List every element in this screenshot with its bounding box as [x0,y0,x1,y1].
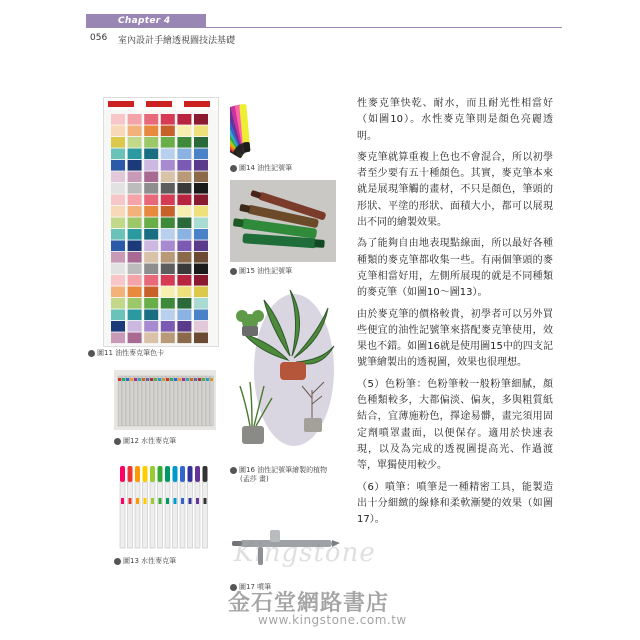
figure-14-marker-fan [230,98,336,160]
figure-15-four-markers [230,180,336,262]
figure-16-caption-text: 圖16 油性記號筆繪製的植物 [239,466,328,474]
figure-11-caption-text: 圖11 油性麥克筆色卡 [97,349,165,357]
figure-12-marker-box [114,370,216,430]
figure-17-caption-text: 圖17 噴筆 [239,583,272,591]
paragraph-1: 性麥克筆快乾、耐水，而且耐光性相當好（如圖10）。水性麥克筆則是顏色亮麗透明。 [357,98,553,142]
caption-bullet-icon [230,268,237,275]
paragraph-2: 麥克筆就算重複上色也不會混合，所以初學者至少要有五十種顏色。其實，麥克筆本來就是展現筆觸的畫材，不只是顏色，筆頭的形狀、平塗的形狀、面積大小，都可以展現出不同的繪製效果。 [357,151,553,229]
body-text [357,96,553,533]
marker-fan-image [230,98,336,160]
figure-12-caption [114,436,176,446]
figure-16-artist-text: (孟莎 畫) [240,475,269,483]
caption-bullet-icon [230,467,237,474]
four-markers-image [230,180,336,262]
paragraph-5: （5）色粉筆：色粉筆較一般粉筆細膩，顏色種類較多，大都偏淡、偏灰，多與粗質紙結合，宜薄施粉色，擇途易髒，畫完須用固定劑噴罩畫面，以便保存。適用於快速表現，以及為完成的透視圖提高光、作過渡等，單獨使用較少。 [357,378,553,472]
paragraph-4: 由於麥克筆的價格較貴，初學者可以另外買些便宜的油性記號筆來搭配麥克筆使用，效果也不錯。如圖16就是使用圖15中的四支記號筆繪製出的透視圖，效果也很理想。 [357,308,553,369]
watermark-chinese: 金石堂網路書店 [228,590,390,616]
figure-13-caption-text: 圖13 水性麥克筆 [123,557,177,565]
figure-16-plant-drawing [230,286,336,462]
caption-bullet-icon [114,558,121,565]
figure-12-caption-text: 圖12 水性麥克筆 [123,437,177,445]
figure-11-color-chart [103,97,219,347]
caption-bullet-icon [230,165,237,172]
figure-14-caption [230,163,292,173]
figure-15-caption-text: 圖15 油性記號筆 [239,267,293,275]
watermark-latin: Kingstone [234,538,376,568]
watermark-url: www.kingstone.com.tw [258,613,407,627]
caption-bullet-icon [114,438,121,445]
figure-16-caption-artist [240,474,269,484]
figure-11-caption [88,348,164,358]
marker-box-image [114,370,216,430]
page-number: 056 [90,33,108,43]
plant-drawing-image [230,286,336,462]
figure-15-caption [230,266,292,276]
header-rule [206,27,562,28]
caption-bullet-icon [88,350,95,357]
figure-13-markers [114,458,214,554]
color-chart-image [104,98,218,346]
chapter-label: Chapter 4 [118,16,171,26]
markers-standing-image [114,458,214,554]
figure-13-caption [114,556,176,566]
book-title: 室內設計手繪透視圖技法基礎 [118,36,236,46]
paragraph-6: （6）噴筆：噴筆是一種精密工具，能製造出十分細緻的線條和柔軟漸變的效果（如圖17）。 [357,481,553,526]
paragraph-3: 為了能夠自由地表現點線面，所以最好各種種類的麥克筆都收集一些。有兩個筆頭的麥克筆相當好用，左側所展現的就是不同種類的麥克筆（如圖10～圖13）。 [357,238,553,299]
figure-14-caption-text: 圖14 油性記號筆 [239,164,293,172]
